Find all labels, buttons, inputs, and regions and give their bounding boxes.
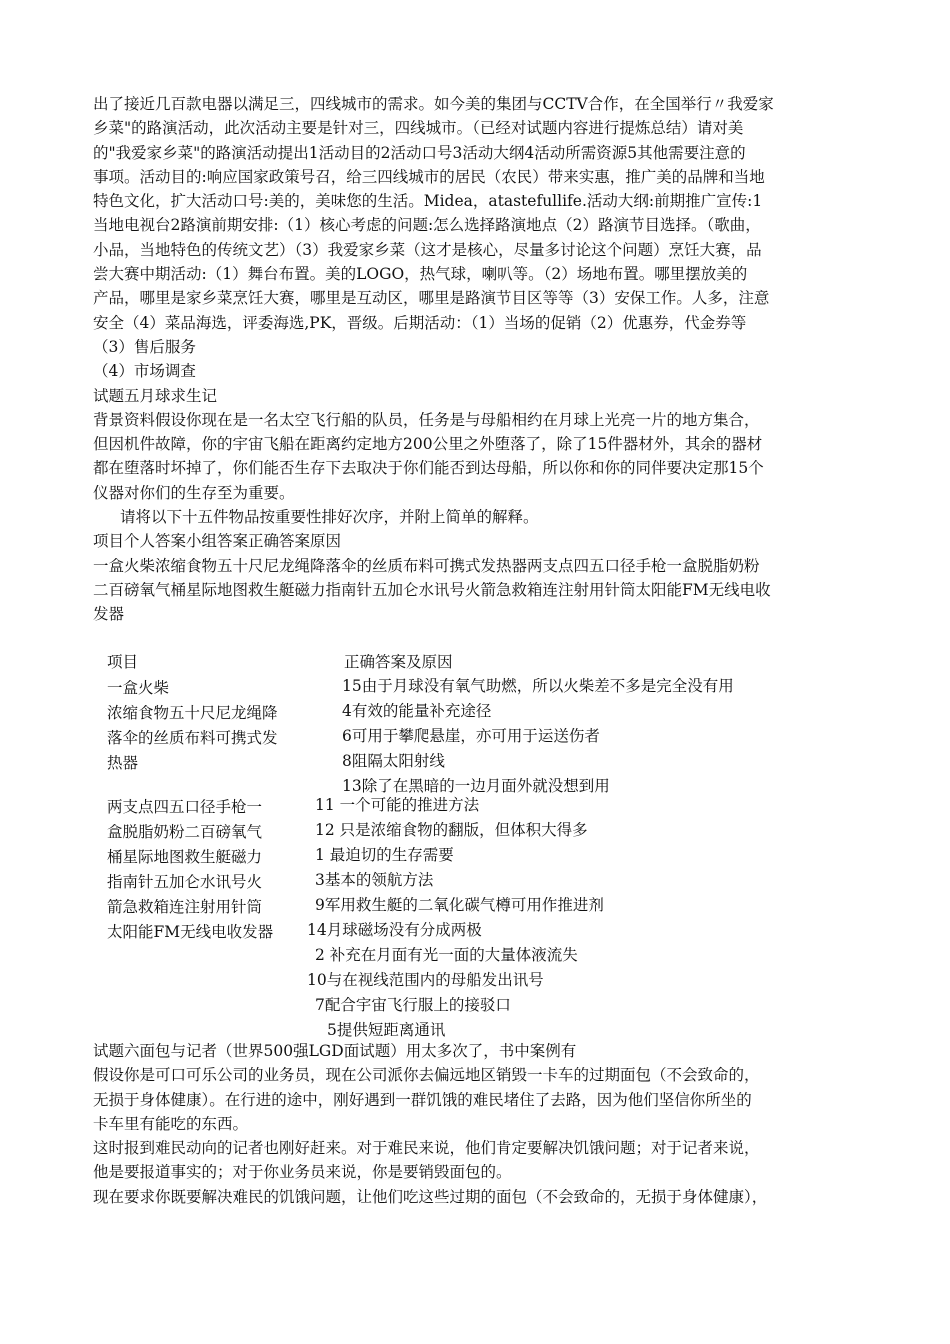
text-line: 事项。活动目的:响应国家政策号召，给三四线城市的居民（农民）带来实惠，推广美的品牌和当地: [93, 167, 765, 186]
moon-instruction: 请将以下十五件物品按重要性排好次序，并附上简单的解释。: [120, 508, 539, 527]
answer-line: 12 只是浓缩食物的翻版，但体积大得多: [315, 821, 588, 839]
item-line: 箭急救箱连注射用针筒: [107, 898, 263, 916]
text-line: 无损于身体健康）。在行进的途中，刚好遇到一群饥饿的难民堵住了去路，因为他们坚信你所坐的: [93, 1090, 752, 1109]
item-line: 太阳能FM无线电收发器: [107, 923, 274, 941]
text-line: 他是要报道事实的；对于你业务员来说，你是要销毁面包的。: [93, 1163, 512, 1182]
moon-header-line: 项目个人答案小组答案正确答案原因: [93, 532, 342, 551]
item-line: 热器: [107, 754, 139, 772]
answer-line: 11 一个可能的推进方法: [315, 796, 480, 814]
item-line: 盒脱脂奶粉二百磅氧气: [107, 823, 263, 841]
text-line: 小品，当地特色的传统文艺）（3）我爱家乡菜（这才是核心，尽量多讨论这个问题）烹饪大赛，品: [93, 240, 762, 259]
text-line: 产品，哪里是家乡菜烹饪大赛，哪里是互动区，哪里是路演节目区等等（3）安保工作。人多，注意: [93, 289, 770, 308]
text-line: 出了接近几百款电器以满足三，四线城市的需求。如今美的集团与CCTV合作，在全国举行〃我爱家: [93, 95, 774, 113]
answer-line: 14月球磁场没有分成两极: [307, 921, 482, 939]
answer-line: 5提供短距离通讯: [327, 1021, 446, 1039]
answer-line: 15由于月球没有氧气助燃，所以火柴差不多是完全没有用: [342, 677, 734, 695]
text-line: 都在堕落时坏掉了，你们能否生存下去取决于你们能否到达母船，所以你和你的同伴要决定那15个: [93, 459, 764, 478]
text-line: 当地电视台2路演前期安排:（1）核心考虑的问题:怎么选择路演地点（2）路演节目选择。（歌曲，: [93, 216, 761, 235]
bread-section: [93, 1039, 843, 1209]
market-survey-line: （4）市场调查: [93, 362, 196, 381]
moon-items-list: [93, 554, 843, 627]
answer-line: 1 最迫切的生存需要: [315, 846, 454, 864]
text-line: 仪器对你们的生存至为重要。: [93, 483, 295, 502]
answer-line: 10与在视线范围内的母船发出讯号: [307, 971, 544, 989]
text-line: 假设你是可口可乐公司的业务员，现在公司派你去偏远地区销毁一卡车的过期面包（不会致命的，: [93, 1066, 760, 1085]
item-line: 一盒火柴: [107, 679, 170, 697]
text-line: 发器: [93, 605, 125, 624]
answer-line: 9军用救生艇的二氧化碳气樽可用作推进剂: [315, 896, 604, 914]
bread-section-title: 试题六面包与记者（世界500强LGD面试题）用太多次了，书中案例有: [93, 1042, 577, 1060]
text-line: 的"我爱家乡菜"的路演活动提出1活动目的2活动口号3活动大纲4活动所需资源5其他需要注意的: [93, 143, 746, 162]
moon-background: [93, 408, 843, 505]
text-line: 背景资料假设你现在是一名太空飞行船的队员，任务是与母船相约在月球上光亮一片的地方集合，: [93, 410, 760, 429]
col-header-answer: 正确答案及原因: [344, 653, 453, 671]
item-line: 两支点四五口径手枪一: [107, 798, 263, 816]
answer-line: 3基本的领航方法: [315, 871, 434, 889]
text-line: 安全（4）菜品海选，评委海选,PK，晋级。后期活动：（1）当场的促销（2）优惠券，代金券等: [93, 313, 747, 332]
text-line: 卡车里有能吃的东西。: [93, 1114, 249, 1133]
answer-line: 4有效的能量补充途径: [342, 702, 492, 720]
moon-section-title: 试题五月球求生记: [93, 386, 218, 405]
answer-line: 6可用于攀爬悬崖，亦可用于运送伤者: [342, 727, 600, 745]
text-line: 二百磅氧气桶星际地图救生艇磁力指南针五加仑水讯号火箭急救箱连注射用针筒太阳能FM无线电收: [93, 580, 771, 599]
col-header-item: 项目: [107, 653, 139, 671]
answer-table: [93, 650, 843, 1040]
answer-line: 13除了在黑暗的一边月面外就没想到用: [342, 777, 610, 795]
text-line: 乡菜"的路演活动，此次活动主要是针对三，四线城市。（已经对试题内容进行提炼总结）请对美: [93, 119, 744, 138]
text-line: 一盒火柴浓缩食物五十尺尼龙绳降落伞的丝质布料可携式发热器两支点四五口径手枪一盒脱脂奶粉: [93, 556, 760, 575]
text-line: 但因机件故障，你的宇宙飞船在距离约定地方200公里之外堕落了，除了15件器材外，其余的器材: [93, 435, 763, 454]
item-line: 落伞的丝质布料可携式发: [107, 729, 278, 747]
text-line: 特色文化，扩大活动口号:美的，美味您的生活。Midea，atastefullife.活动大纲:前期推广宣传:1: [93, 192, 763, 211]
item-line: 浓缩食物五十尺尼龙绳降: [107, 704, 278, 722]
item-line: 指南针五加仑水讯号火: [107, 873, 263, 891]
answer-line: 8阻隔太阳射线: [342, 752, 445, 770]
paragraph-midea-roadshow: [93, 92, 843, 359]
text-line: （3）售后服务: [93, 337, 196, 356]
item-line: 桶星际地图救生艇磁力: [107, 848, 263, 866]
text-line: 这时报到难民动向的记者也刚好赶来。对于难民来说，他们肯定要解决饥饿问题；对于记者来说，: [93, 1139, 760, 1158]
document-page: [93, 92, 843, 627]
text-line: 现在要求你既要解决难民的饥饿问题，让他们吃这些过期的面包（不会致命的，无损于身体健康），: [93, 1187, 768, 1206]
answer-line: 2 补充在月面有光一面的大量体液流失: [315, 946, 578, 964]
answer-line: 7配合宇宙飞行服上的接驳口: [315, 996, 511, 1014]
text-line: 尝大赛中期活动:（1）舞台布置。美的LOGO，热气球，喇叭等。（2）场地布置。哪里摆放美的: [93, 265, 748, 284]
